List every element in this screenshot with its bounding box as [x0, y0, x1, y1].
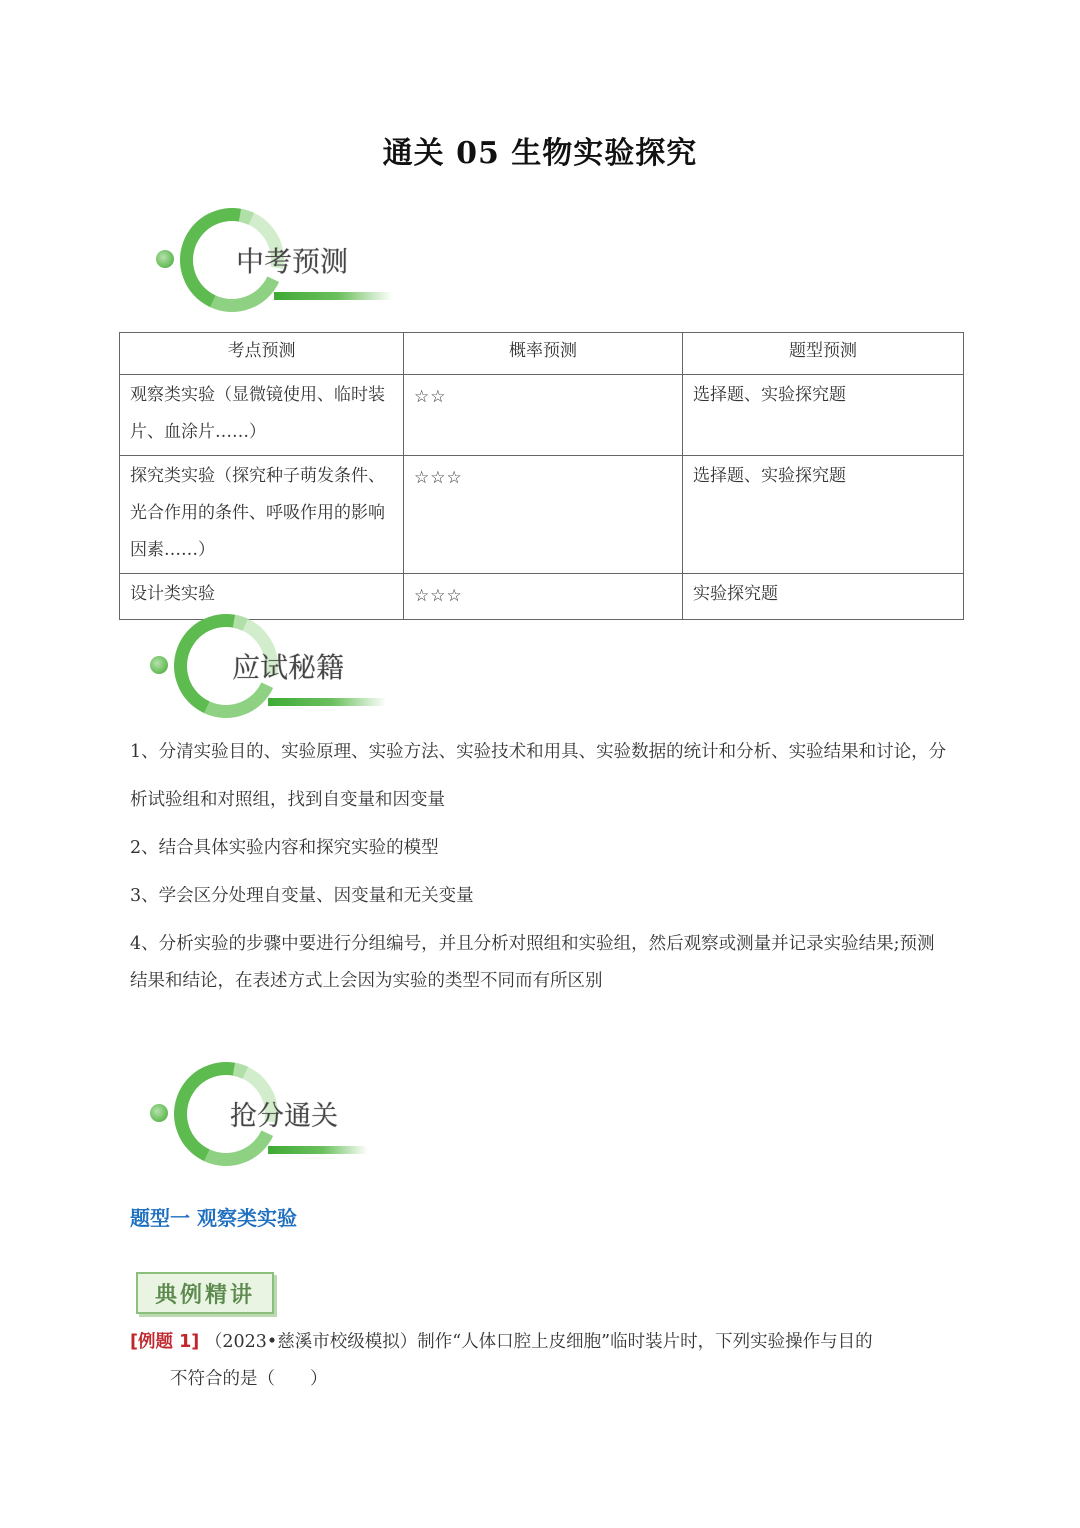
section-badge-practice: [150, 1060, 410, 1170]
example-text-line1: （2023•慈溪市校级模拟）制作“人体口腔上皮细胞”临时装片时，下列实验操作与目的: [204, 1332, 873, 1352]
rating-stars: ☆☆☆: [404, 574, 683, 620]
example-label: [例题 1]: [130, 1332, 200, 1352]
rating-stars: ☆☆: [404, 375, 683, 456]
section-title: 抢分通关: [230, 1101, 338, 1132]
badge-bar: [268, 698, 386, 706]
tip-item: 析试验组和对照组，找到自变量和因变量: [130, 790, 445, 810]
badge-dot-icon: [150, 1104, 168, 1122]
example-text-line2: 不符合的是（ ）: [170, 1369, 328, 1389]
section-badge-prediction: [156, 206, 416, 316]
badge-bar: [274, 292, 392, 300]
example-tag: [136, 1272, 274, 1314]
tip-item: 3、学会区分处理自变量、因变量和无关变量: [130, 886, 474, 906]
rating-stars: ☆☆☆: [404, 456, 683, 574]
badge-dot-icon: [150, 656, 168, 674]
section-badge-tips: [150, 612, 410, 722]
topic-cell: 探究类实验（探究种子萌发条件、光合作用的条件、呼吸作用的影响因素……）: [120, 456, 404, 574]
table-header-row: [120, 333, 964, 375]
tip-item: 4、分析实验的步骤中要进行分组编号，并且分析对照组和实验组，然后观察或测量并记录实验结果;预测结果和结论，在表述方式上会因为实验的类型不同而有所区别: [130, 934, 935, 991]
table-header: 考点预测: [120, 333, 404, 375]
example-question: [130, 1324, 948, 1398]
question-type-cell: 选择题、实验探究题: [683, 375, 964, 456]
table-header: 概率预测: [404, 333, 683, 375]
tip-item: 2、结合具体实验内容和探究实验的模型: [130, 838, 439, 858]
table-row: [120, 456, 964, 574]
question-type-cell: 选择题、实验探究题: [683, 456, 964, 574]
topic-cell: 设计类实验: [120, 574, 404, 620]
tip-item: 1、分清实验目的、实验原理、实验方法、实验技术和用具、实验数据的统计和分析、实验结果和讨论，分: [130, 742, 947, 762]
table-row: [120, 375, 964, 456]
section-title: 中考预测: [236, 245, 349, 278]
question-type-cell: 实验探究题: [683, 574, 964, 620]
tips-list: [130, 734, 948, 1011]
question-type-heading: 题型一 观察类实验: [130, 1206, 297, 1230]
example-tag-label: 典例精讲: [154, 1282, 255, 1308]
prediction-table: [119, 332, 964, 620]
section-title: 应试秘籍: [232, 651, 345, 684]
document-title: 通关 05 生物实验探究: [382, 136, 698, 171]
table-header: 题型预测: [683, 333, 964, 375]
badge-bar: [268, 1146, 368, 1154]
topic-cell: 观察类实验（显微镜使用、临时装片、血涂片……）: [120, 375, 404, 456]
badge-dot-icon: [156, 250, 174, 268]
